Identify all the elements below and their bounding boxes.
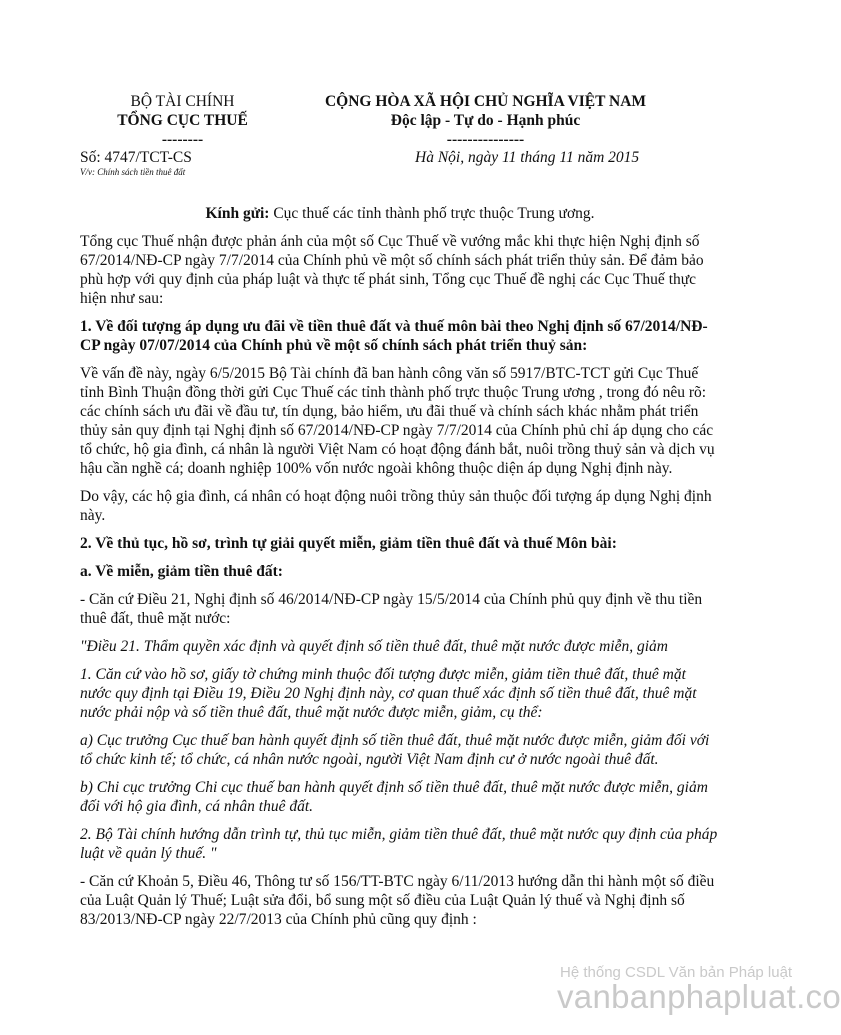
country-name: CỘNG HÒA XÃ HỘI CHỦ NGHĨA VIỆT NAM: [324, 93, 647, 110]
quote-article-21: "Điều 21. Thẩm quyền xác định và quyết định số tiền thuê đất, thuê mặt nước được miễn, giảm: [80, 638, 668, 655]
quote-clause-1: 1. Căn cứ vào hồ sơ, giấy tờ chứng minh thuộc đối tượng được miễn, giảm tiền thuê đất, thuê mặt nước quy định tại Điều 19, Điều 20 Nghị định này, cơ quan thuế xác định số tiền thuê đất, thuê mặt nước phải nộp và số tiền thuê đất, thuê mặt nước được miễn, giảm, cụ thể:: [80, 666, 697, 721]
intro-paragraph: Tổng cục Thuế nhận được phản ánh của một số Cục Thuế về vướng mắc khi thực hiện Nghị định số 67/2014/NĐ-CP ngày 7/7/2014 của Chính phủ về một số chính sách phát triển thủy sản. Để đảm bảo phù hợp với quy định của pháp luật và thực tế phát sinh, Tổng cục Thuế đề nghị các Cục Thuế thực hiện như sau:: [80, 233, 704, 307]
issue-date: Hà Nội, ngày 11 tháng 11 năm 2015: [415, 149, 640, 166]
national-motto: Độc lập - Tự do - Hạnh phúc: [390, 112, 581, 129]
section-2a-paragraph-2: - Căn cứ Khoản 5, Điều 46, Thông tư số 156/TT-BTC ngày 6/11/2013 hướng dẫn thi hành một số điều của Luật Quản lý Thuế; Luật sửa đổi, bổ sung một số điều của Luật Quản lý thuế và Nghị định số 83/2013/NĐ-CP ngày 22/7/2013 của Chính phủ cũng quy định :: [80, 873, 715, 928]
header-left-divider: --------: [161, 131, 204, 148]
quote-clause-2: 2. Bộ Tài chính hướng dẫn trình tự, thủ tục miễn, giảm tiền thuê đất, thuê mặt nước quy định của pháp luật về quản lý thuế. ": [80, 826, 718, 862]
header-right-divider: ---------------: [446, 131, 525, 148]
quote-point-a: a) Cục trưởng Cục thuế ban hành quyết định số tiền thuê đất, thuê mặt nước được miễn, giảm đối với tổ chức kinh tế; tổ chức, cá nhân nước ngoài, người Việt Nam định cư ở nước ngoài thuê đất.: [80, 732, 710, 768]
issuing-agency-block: [95, 92, 270, 149]
recipient-label: Kính gửi:: [205, 205, 270, 222]
document-subject: V/v: Chính sách tiền thuê đất: [80, 167, 186, 177]
section-1-paragraph-2: Do vậy, các hộ gia đình, cá nhân có hoạt động nuôi trồng thủy sản thuộc đối tượng áp dụng Nghị định này.: [80, 488, 712, 524]
section-2a-paragraph-1: - Căn cứ Điều 21, Nghị định số 46/2014/NĐ-CP ngày 15/5/2014 của Chính phủ quy định về thu tiền thuê đất, thuê mặt nước:: [80, 591, 703, 627]
section-1-paragraph-1: Về vấn đề này, ngày 6/5/2015 Bộ Tài chính đã ban hành công văn số 5917/BTC-TCT gửi Cục Thuế tỉnh Bình Thuận đồng thời gửi Cục Thuế các tỉnh thành phố trực thuộc Trung ương , trong đó nêu rõ: các chính sách ưu đãi về đầu tư, tín dụng, bảo hiểm, ưu đãi thuế và chính sách khác nhằm phát triển thủy sản quy định tại Nghị định số 67/2014/NĐ-CP ngày 7/7/2014 của Chính phủ chỉ áp dụng cho các tổ chức, hộ gia đình, cá nhân là người Việt Nam có hoạt động đánh bắt, nuôi trồng thuỷ sản và dịch vụ hậu cần nghề cá; doanh nghiệp 100% vốn nước ngoài không thuộc diện áp dụng Nghị định này.: [80, 365, 715, 477]
section-1-heading: 1. Về đối tượng áp dụng ưu đãi về tiền thuê đất và thuế môn bài theo Nghị định số 67/2014/NĐ-CP ngày 07/07/2014 của Chính phủ về một số chính sách phát triển thuỷ sản:: [80, 318, 708, 354]
recipient-text: Cục thuế các tỉnh thành phố trực thuộc Trung ương.: [269, 205, 595, 222]
section-2a-heading: a. Về miễn, giảm tiền thuê đất:: [80, 563, 283, 580]
recipient-line: [80, 204, 720, 223]
quote-point-b: b) Chi cục trưởng Chi cục thuế ban hành quyết định số tiền thuê đất, thuê mặt nước được miễn, giảm đối với hộ gia đình, cá nhân thuê đất.: [80, 779, 708, 815]
section-2-heading: 2. Về thủ tục, hồ sơ, trình tự giải quyết miễn, giảm tiền thuê đất và thuế Môn bài:: [80, 535, 617, 552]
document-body: [80, 204, 720, 938]
document-number: Số: 4747/TCT-CS: [80, 149, 192, 166]
national-title-block: [288, 92, 683, 149]
watermark-site: vanbanphapluat.co: [557, 978, 841, 1015]
watermark-caption: Hệ thống CSDL Văn bản Pháp luật: [560, 964, 793, 981]
ministry-name: BỘ TÀI CHÍNH: [130, 93, 235, 110]
department-name: TỔNG CỤC THUẾ: [117, 112, 248, 129]
